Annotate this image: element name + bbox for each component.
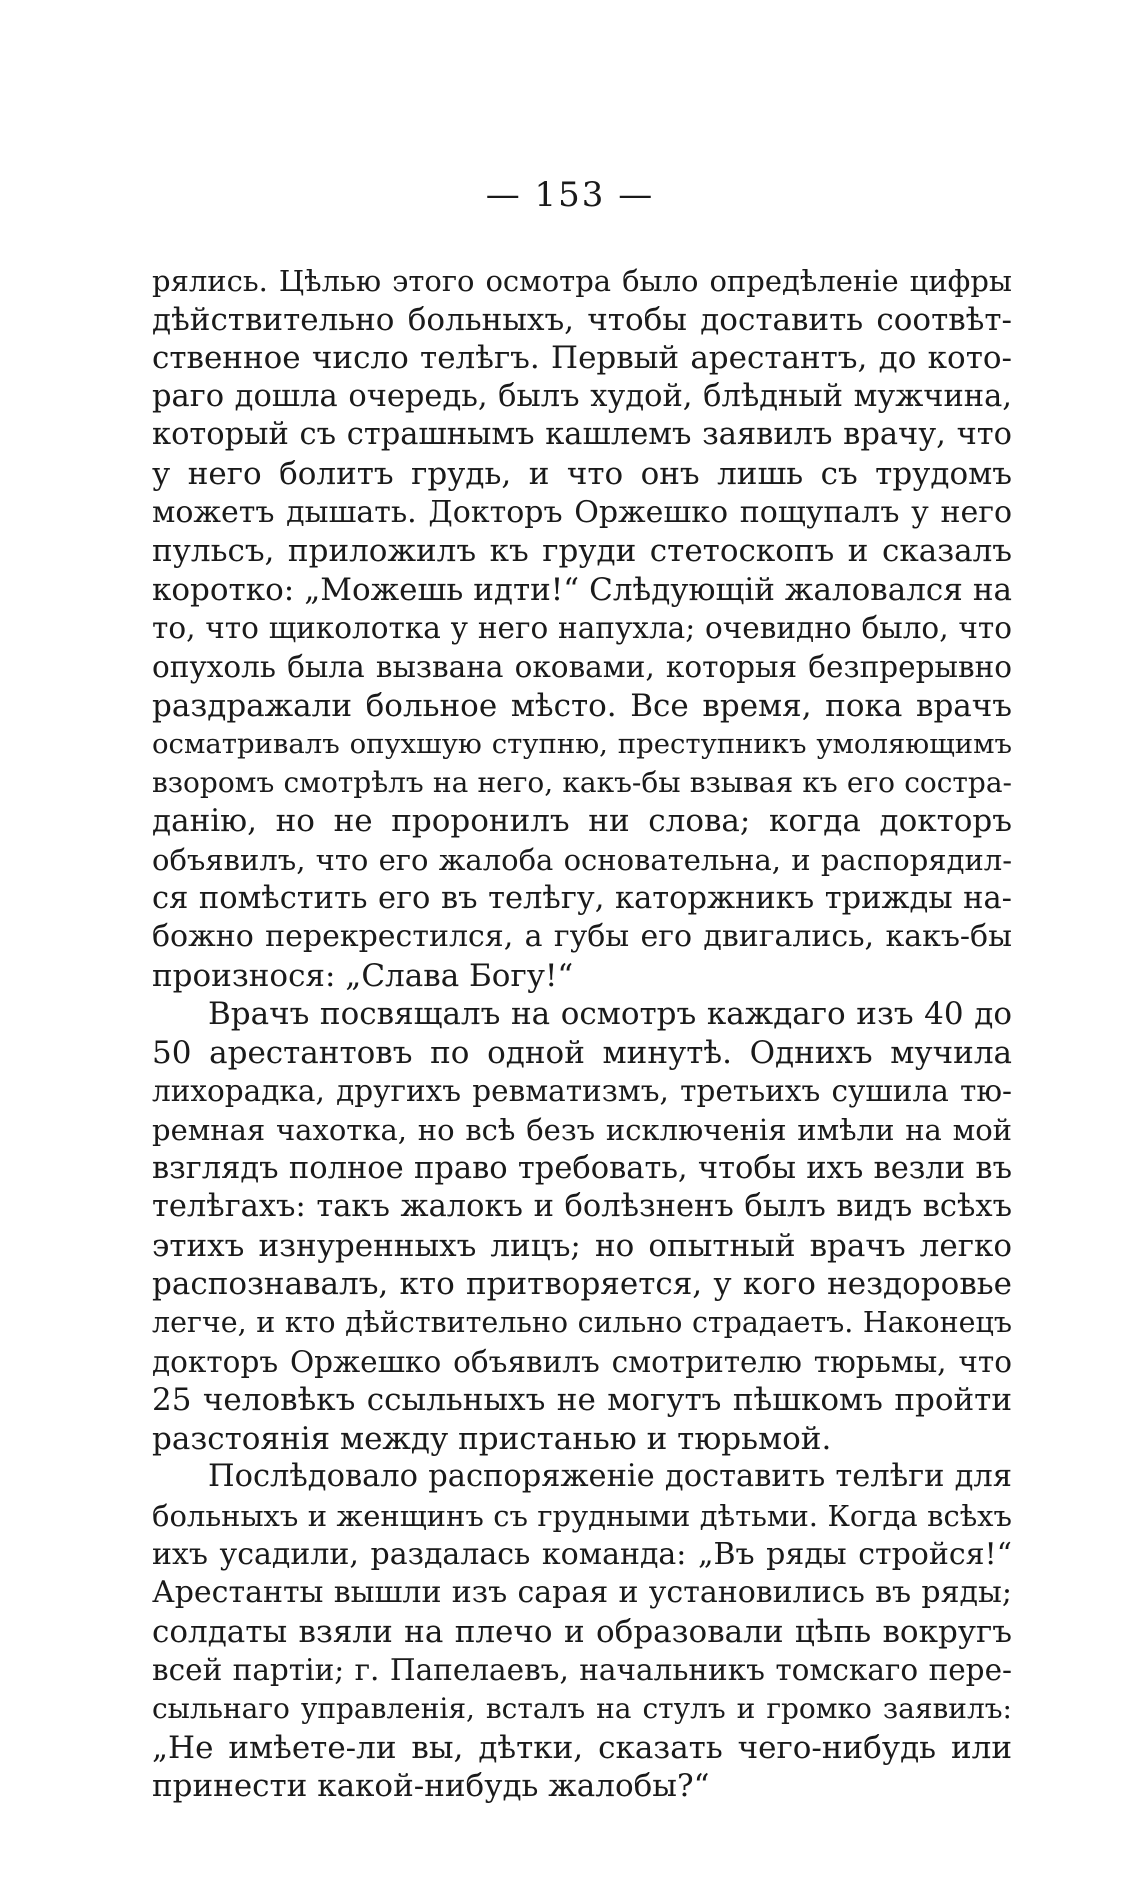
- text-line: всей партіи; г. Папелаевъ, начальникъ томскаго пере-: [152, 1653, 1012, 1688]
- text-line: осматривалъ опухшую ступню, преступникъ умоляющимъ: [152, 728, 1012, 761]
- paragraph-1: [152, 262, 1012, 995]
- text-line: докторъ Оржешко объявилъ смотрителю тюрьмы, что: [152, 1344, 1012, 1379]
- text-line: пульсъ, приложилъ къ груди стетоскопъ и сказалъ: [152, 533, 1012, 570]
- text-line: лихорадка, другихъ ревматизмъ, третьихъ сушила тю-: [152, 1074, 1012, 1109]
- text-line: можетъ дышать. Докторъ Оржешко пощупалъ у него: [152, 494, 1012, 530]
- text-line: Послѣдовало распоряженіе доставить телѣги для: [208, 1459, 1012, 1495]
- text-line: коротко: „Можешь идти!“ Слѣдующій жаловался на: [152, 571, 1012, 608]
- text-line: раго дошла очередь, былъ худой, блѣдный мужчина,: [152, 378, 1012, 414]
- text-line: объявилъ, что его жалоба основательна, и распорядил-: [152, 842, 1012, 877]
- text-line: легче, и кто дѣйствительно сильно страдаетъ. Наконецъ: [152, 1306, 1012, 1340]
- text-line: ихъ усадили, раздалась команда: „Въ ряды стройся!“: [152, 1536, 1012, 1572]
- text-line: Арестанты вышли изъ сарая и установились въ ряды;: [152, 1575, 1012, 1611]
- text-line: 25 человѣкъ ссыльныхъ не могутъ пѣшкомъ пройти: [152, 1382, 1012, 1419]
- text-line: данію, но не проронилъ ни слова; когда докторъ: [152, 803, 1012, 840]
- text-line: взоромъ смотрѣлъ на него, какъ-бы взывая къ его состра-: [152, 765, 1012, 799]
- text-line: солдаты взяли на плечо и образовали цѣпь вокругъ: [152, 1613, 1012, 1650]
- text-line: ственное число телѣгъ. Первый арестантъ, до кото-: [152, 340, 1012, 377]
- text-line: этихъ изнуренныхъ лицъ; но опытный врачъ легко: [152, 1227, 1012, 1264]
- text-line: сыльнаго управленія, всталъ на стулъ и громко заявилъ:: [152, 1691, 1012, 1725]
- text-line: больныхъ и женщинъ съ грудными дѣтьми. Когда всѣхъ: [152, 1499, 1012, 1533]
- page-number: — 153 —: [485, 175, 655, 215]
- text-line: у него болитъ грудь, и что онъ лишь съ трудомъ: [152, 455, 1012, 492]
- paragraph-3: [152, 1458, 1012, 1805]
- text-line: опухоль была вызвана оковами, которыя безпрерывно: [152, 649, 1012, 684]
- text-line: Врачъ посвящалъ на осмотръ каждаго изъ 40 до: [208, 996, 1012, 1033]
- text-line: „Не имѣете-ли вы, дѣтки, сказать чего-нибудь или: [152, 1729, 1012, 1766]
- text-line: взглядъ полное право требовать, чтобы ихъ везли въ: [152, 1150, 1012, 1186]
- text-line: который съ страшнымъ кашлемъ заявилъ врачу, что: [152, 417, 1012, 453]
- text-line: божно перекрестился, а губы его двигались, какъ-бы: [152, 919, 1012, 955]
- text-line: ся помѣстить его въ телѣгу, каторжникъ трижды на-: [152, 880, 1012, 916]
- text-line: ремная чахотка, но всѣ безъ исключенія имѣли на мой: [152, 1113, 1012, 1148]
- text-line: раздражали больное мѣсто. Все время, пока врачъ: [152, 687, 1012, 724]
- text-line: принести какой-нибудь жалобы?“: [152, 1768, 710, 1805]
- body-text: [152, 262, 1012, 1806]
- paragraph-2: [152, 995, 1012, 1458]
- text-line: произнося: „Слава Богу!“: [152, 957, 574, 994]
- text-line: рялись. Цѣлью этого осмотра было опредѣленіе цифры: [152, 264, 1012, 298]
- text-line: дѣйствительно больныхъ, чтобы доставить соотвѣт-: [152, 301, 1012, 338]
- text-line: распознавалъ, кто притворяется, у кого нездоровье: [152, 1266, 1012, 1303]
- text-line: то, что щиколотка у него напухла; очевидно было, что: [152, 611, 1012, 646]
- text-line: разстоянія между пристанью и тюрьмой.: [152, 1420, 832, 1457]
- text-line: телѣгахъ: такъ жалокъ и болѣзненъ былъ видъ всѣхъ: [152, 1189, 1012, 1225]
- text-line: 50 арестантовъ по одной минутѣ. Однихъ мучила: [152, 1034, 1012, 1071]
